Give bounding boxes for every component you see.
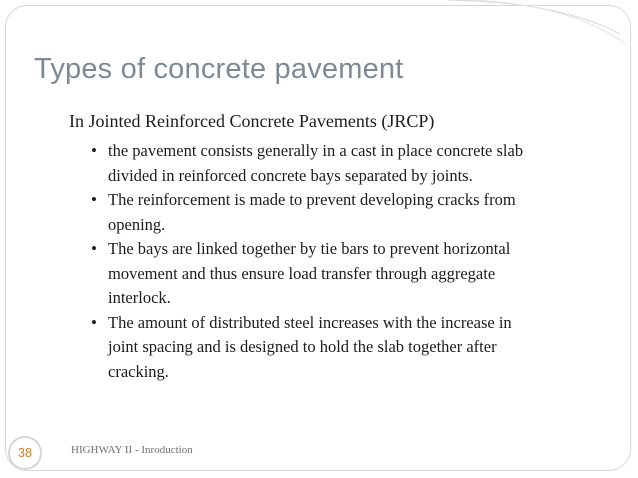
page-number-badge — [8, 436, 42, 470]
bullet-item — [91, 139, 591, 188]
bullet-line: The bays are linked together by tie bars to prevent horizontal — [108, 239, 511, 258]
bullet-line: movement and thus ensure load transfer through aggregate — [108, 263, 496, 283]
footer-text: HIGHWAY II - Inroduction — [71, 444, 193, 456]
bullet-item — [91, 311, 591, 385]
bullet-item — [91, 188, 591, 237]
decor-arc-outer — [448, 0, 620, 34]
bullet-dot-icon: • — [91, 239, 97, 258]
decor-arc-inner — [470, 0, 626, 44]
bullet-line: divided in reinforced concrete bays separated by joints. — [108, 165, 473, 185]
bullet-dot-icon: • — [91, 141, 97, 160]
bullet-line: joint spacing and is designed to hold the slab together after — [108, 337, 497, 356]
bullet-item — [91, 237, 591, 311]
slide-subheading: In Jointed Reinforced Concrete Pavements (JRCP) — [69, 111, 435, 131]
bullet-line: cracking. — [108, 361, 169, 381]
bullet-dot-icon: • — [91, 190, 97, 209]
bullet-line: the pavement consists generally in a cast in place concrete slab — [108, 141, 524, 160]
bullet-line: opening. — [108, 214, 166, 234]
bullet-line: The amount of distributed steel increases with the increase in — [108, 312, 512, 332]
slide-title: Types of concrete pavement — [34, 53, 404, 85]
bullet-dot-icon: • — [91, 312, 97, 332]
bullet-list — [91, 139, 591, 384]
bullet-line: The reinforcement is made to prevent developing cracks from — [108, 190, 516, 209]
bullet-line: interlock. — [108, 288, 171, 307]
page-number: 38 — [18, 446, 32, 460]
top-decoration — [0, 0, 638, 60]
